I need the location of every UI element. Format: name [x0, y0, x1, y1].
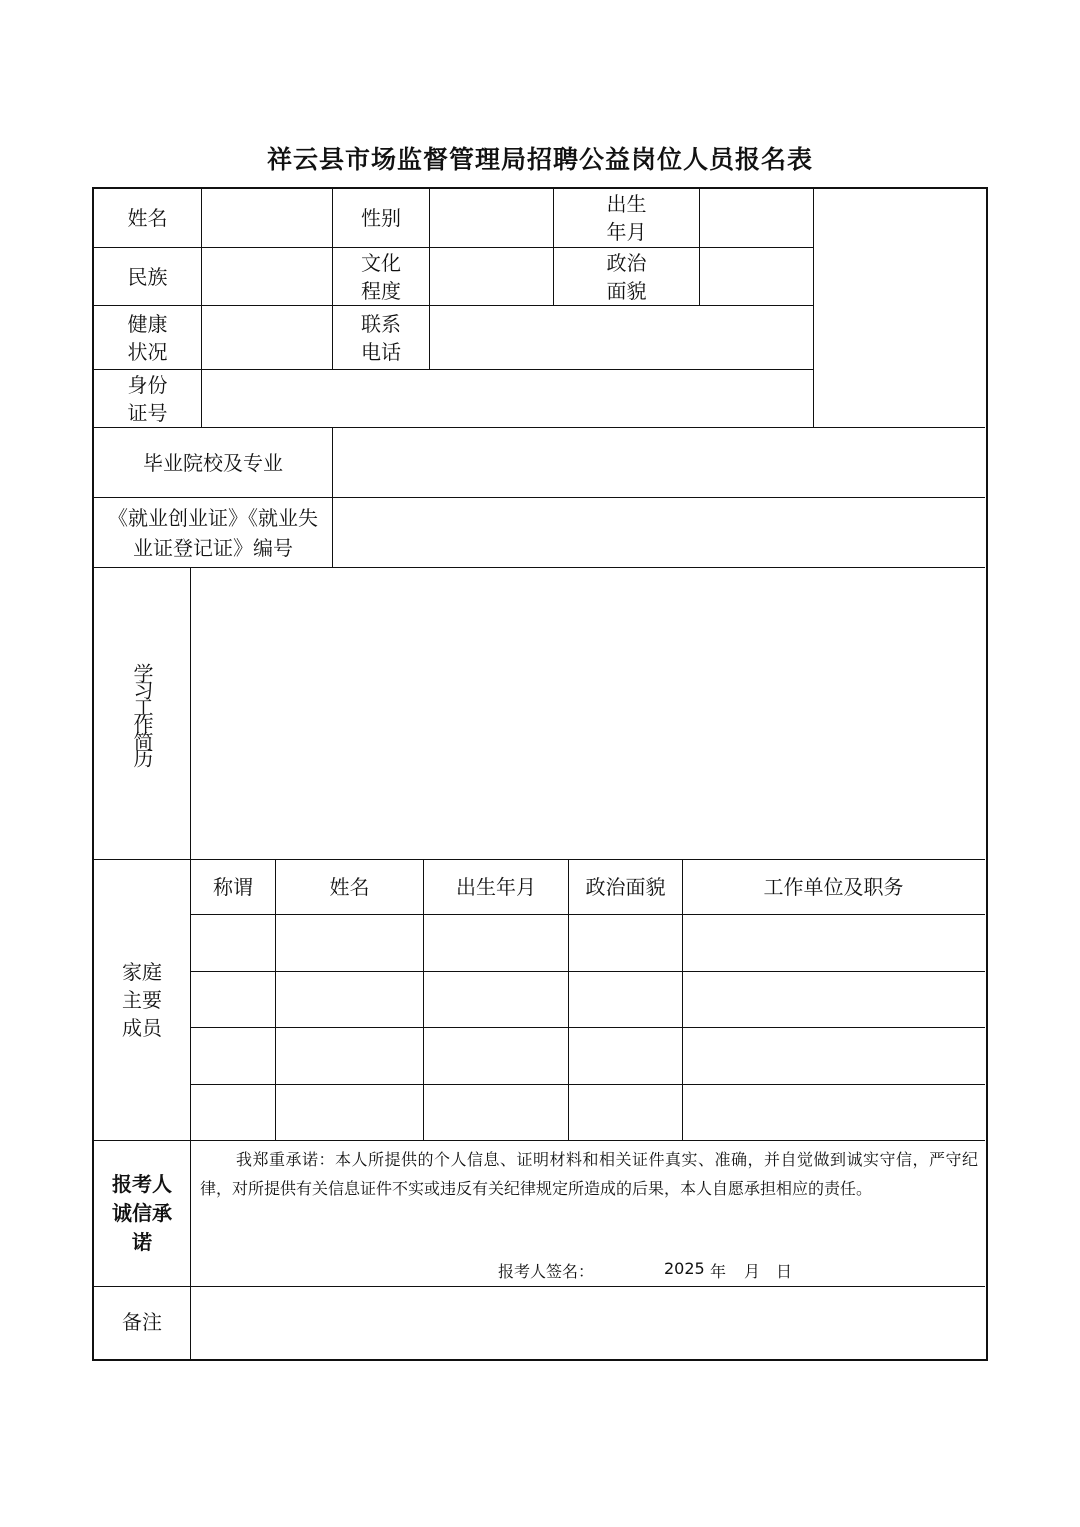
family-cell[interactable] [191, 1085, 275, 1140]
family-cell[interactable] [569, 972, 682, 1027]
education-field[interactable] [430, 248, 553, 305]
resume-label: 学习工作简历 [130, 662, 154, 765]
family-cell[interactable] [191, 915, 275, 971]
remarks-field[interactable] [191, 1287, 984, 1357]
political-field[interactable] [700, 248, 813, 305]
school-field[interactable] [333, 428, 984, 497]
family-cell[interactable] [569, 915, 682, 971]
family-header-workplace: 工作单位及职务 [763, 875, 904, 899]
family-cell[interactable] [683, 1085, 984, 1140]
birth-label: 出生年月 [606, 191, 647, 244]
family-cell[interactable] [276, 972, 423, 1027]
certificate-field[interactable] [333, 498, 984, 567]
school-label: 毕业院校及专业 [143, 450, 283, 475]
date-year: 2025 [664, 1259, 705, 1278]
form-title: 祥云县市场监督管理局招聘公益岗位人员报名表 [266, 145, 813, 174]
family-cell[interactable] [191, 972, 275, 1027]
family-header-relation: 称谓 [213, 875, 253, 899]
name-label: 姓名 [127, 205, 168, 230]
family-cell[interactable] [569, 1028, 682, 1084]
health-field[interactable] [202, 306, 332, 369]
ethnicity-label: 民族 [127, 264, 168, 289]
year-char: 年 [710, 1262, 727, 1281]
family-cell[interactable] [276, 1028, 423, 1084]
family-cell[interactable] [424, 1085, 568, 1140]
remarks-label: 备注 [122, 1310, 162, 1334]
education-label: 文化程度 [361, 250, 401, 303]
pledge-label: 报考人诚信承诺 [112, 1172, 172, 1254]
political-label: 政治面貌 [606, 250, 647, 303]
family-header-birth: 出生年月 [456, 875, 536, 899]
family-header-name: 姓名 [329, 875, 370, 899]
family-cell[interactable] [191, 1028, 275, 1084]
id-label: 身份证号 [127, 372, 168, 425]
family-header-political: 政治面貌 [585, 875, 666, 899]
birth-field[interactable] [700, 188, 813, 247]
family-cell[interactable] [683, 915, 984, 971]
certificate-label: 《就业创业证》《就业失业证登记证》编号 [108, 505, 318, 560]
family-cell[interactable] [276, 1085, 423, 1140]
gender-label: 性别 [361, 205, 401, 230]
family-cell[interactable] [683, 972, 984, 1027]
signature-label: 报考人签名： [498, 1262, 595, 1281]
ethnicity-field[interactable] [202, 248, 332, 305]
phone-field[interactable] [430, 306, 813, 369]
phone-label: 联系电话 [361, 311, 401, 364]
name-field[interactable] [202, 188, 332, 247]
id-field[interactable] [202, 370, 813, 427]
family-cell[interactable] [683, 1028, 984, 1084]
pledge-text: 我郑重承诺：本人所提供的个人信息、证明材料和相关证件真实、准确，并自觉做到诚实守信，严守纪律，对所提供有关信息证件不实或违反有关纪律规定所造成的后果，本人自愿承担相应的责任。 [200, 1150, 978, 1198]
day-char: 日 [776, 1262, 793, 1281]
family-cell[interactable] [569, 1085, 682, 1140]
signature-field[interactable] [612, 1258, 656, 1282]
family-cell[interactable] [424, 972, 568, 1027]
month-char: 月 [744, 1262, 761, 1281]
family-label: 家庭主要成员 [122, 960, 162, 1040]
family-cell[interactable] [424, 1028, 568, 1084]
health-label: 健康状况 [127, 311, 168, 364]
gender-field[interactable] [430, 188, 553, 247]
family-cell[interactable] [276, 915, 423, 971]
photo-area [814, 188, 984, 427]
family-cell[interactable] [424, 915, 568, 971]
resume-field[interactable] [191, 568, 984, 859]
